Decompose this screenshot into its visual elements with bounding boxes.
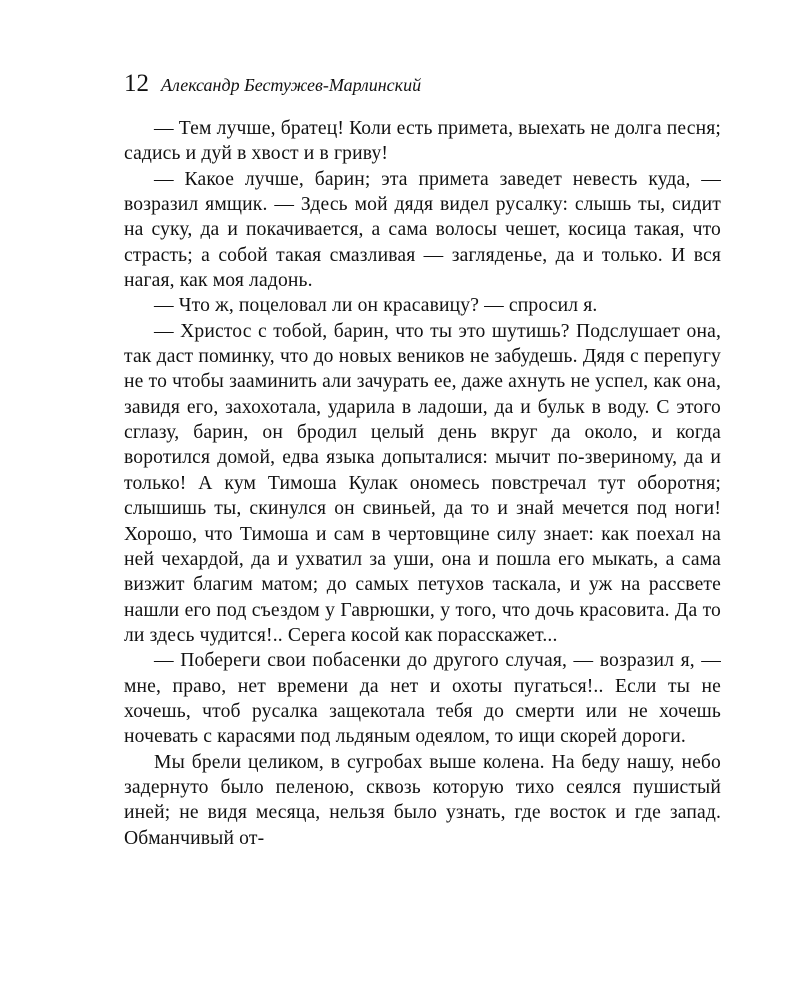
book-page [124,70,721,851]
paragraph: — Какое лучше, барин; эта примета заведет невесть куда, — возразил ямщик. — Здесь мой дядя видел русалку: слышь ты, сидит на суку, да и покачивается, а сама волосы чешет, косица такая, что страсть; а собой такая смазливая — загляденье, да и только. И вся нагая, как моя ладонь. [124,168,721,292]
paragraph: — Христос с тобой, барин, что ты это шутишь? Подслушает она, так даст поминку, что до новых веников не забудешь. Дядя с перепугу не то чтобы зааминить али зачурать ее, даже ахнуть не успел, как она, завидя его, захохотала, ударила в ладоши, да и бульк в воду. С этого сглазу, барин, он бродил целый день вкруг да около, и когда воротился домой, едва языка допыталися: мычит по-звериному, да и только! А кум Тимоша Кулак ономесь повстречал тут оборотня; слышишь ты, скинулся он свиньей, да то и знай мечется под ноги! Хорошо, что Тимоша и сам в чертовщине силу знает: как поехал на ней чехардой, да и ухватил за уши, она и пошла его мыкать, а сама визжит благим матом; до самых петухов таскала, и уж на рассвете нашли его под съездом у Гаврюшки, у того, что дочь красовита. Да то ли здесь чудится!.. Серега косой как порасскажет... [124,320,721,646]
paragraph: Мы брели целиком, в сугробах выше колена. На беду нашу, небо задернуто было пеленою, сквозь которую тихо сеялся пушистый иней; не видя месяца, нельзя было узнать, где восток и где запад. Обманчивый от- [124,751,721,849]
page-number: 12 [124,70,149,97]
body-text [124,116,721,851]
page-header [124,70,721,102]
paragraph: — Тем лучше, братец! Коли есть примета, выехать не долга песня; садись и дуй в хвост и в гриву! [124,118,721,165]
paragraph: — Побереги свои побасенки до другого случая, — возразил я, — мне, право, нет времени да нет и охоты пугаться!.. Если ты не хочешь, чтоб русалка защекотала тебя до смерти или не хочешь ночевать с карасями под льдяным одеялом, то ищи скорей дороги. [124,650,721,748]
running-title: Александр Бестужев-Марлинский [161,75,422,95]
paragraph: — Что ж, поцеловал ли он красавицу? — спросил я. [154,295,598,317]
